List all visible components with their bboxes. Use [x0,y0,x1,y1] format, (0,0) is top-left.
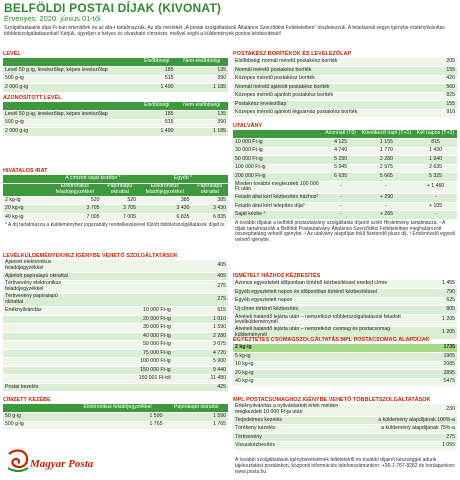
section-heading: AZONOSÍTOTT LEVÉL [3,95,62,101]
table-cell: 6 635 [323,173,359,182]
table-cell: 3 430 [138,205,192,214]
table-cell: 1 590 [173,324,228,333]
table-cell: 155 [412,101,457,110]
table-cell: 500 g-ig [3,75,138,84]
table-row [233,58,457,67]
table-cell: 1 765 [71,421,165,430]
table-cell: 2 kg-ig [3,196,48,205]
table-row [233,181,457,194]
table-cell: 825 [412,92,457,101]
table-cell: 275 [356,433,457,442]
table-row [3,205,228,214]
table-cell: 815 [414,139,457,148]
table-cell: 50 000 Ft-ig [233,156,323,165]
table-cell: Saját kézbe ² [233,211,323,220]
table-row [3,75,228,84]
footnote: A további díjakat a belföldi postautalvány szolgáltatás díjairól szóló Hirdetmény tartalmazza. ¹ A díjak tartalmazzák a Belföldi Postautalvány Általános Szerződési Feltételeiben meghatározott összeghatárig vehető igénybe. ² Az utalvány alapdíján felül fizetendő plusz díj. ³ Értéknövelő egyedi vehető igénybe. [235,219,455,244]
table-row [3,307,228,316]
table-row [233,353,457,362]
table-cell: + 265 [359,211,414,220]
table-cell: + 105 [414,202,457,211]
column-header: Azonnali (T0) [323,130,359,139]
table-cell: 205 [412,58,457,67]
table-row [233,84,457,93]
table-row [233,173,457,182]
table-row [3,119,228,128]
table-row [3,111,228,120]
table-cell: 200 000 Ft-ig [233,173,323,182]
table-row [233,164,457,173]
utalvany-section [233,122,457,245]
table-cell: 9 440 [173,366,228,375]
page-subtitle: Érvényes: 2020. június 01-től [4,14,101,23]
table-cell: Átvételi határidő lejárta után – nemzetközi csomag és postacsomag küldeménynél [233,327,412,340]
table-cell: 20 kg-ig [3,205,48,214]
table-cell: 5 250 [323,156,359,165]
header-row [3,102,228,111]
header-row [3,404,228,413]
table-cell: 185 [138,67,175,76]
table-cell: 1 590 [164,413,228,422]
table-row [3,315,228,324]
table-cell: 1 765 [164,421,228,430]
table-cell: 30 000 Ft-ig [233,147,323,156]
table-cell: 3 705 [48,205,102,214]
table-row [233,344,457,353]
table-cell [71,272,173,281]
table-row [3,281,228,294]
levelk-section [3,252,228,392]
column-header: Nem elsőbbségi [175,58,228,67]
table-cell: 2 000 g-ig [3,84,138,93]
header-row [3,58,228,67]
table-cell: Átvételi határidő lejárta után – nemzetközi többletszolgáltatással feladott levélküldeménynél [233,314,412,327]
table-cell: 150 000 Ft-ig [71,366,173,375]
table-cell: Ajánlott papíralapú okirattal [3,272,71,281]
logo-text: Magyar Posta [30,458,94,470]
group-header: A címzett saját kezébe * [48,175,138,184]
table-cell [71,383,173,392]
table-cell: 425 [173,383,228,392]
table-cell: 1 455 [412,280,457,289]
column-header [3,102,138,111]
table-cell: Közepes méretű ajánlott postakész boríték [233,92,412,101]
table-cell: 1 590 [71,413,165,422]
table-cell [3,366,71,375]
table-cell: Normál méretű postakész boríték [233,67,412,76]
table-cell: Azonos egyeztetett időponban történő kézbesítéssel ereded címre [233,280,412,289]
table-row [3,413,228,422]
table-cell: - [359,202,414,211]
table-cell: 500 g-ig [3,119,138,128]
table-row [3,213,228,222]
table-row [233,139,457,148]
column-header: Nem elsőbbségi [175,102,228,111]
table-row [3,383,228,392]
column-header: Elsőbbségi [138,58,175,67]
table-cell: 10 kg-ig [233,361,412,370]
table-row [233,194,457,203]
level-table [3,58,228,93]
table-cell: 390 [175,75,228,84]
table-cell [3,324,71,333]
table-row [233,109,457,118]
table-cell [3,315,71,324]
utalvany-table [233,130,457,220]
table-cell: Új címre történő kézbesítés [233,306,412,315]
table-cell: 40 kg-ig [233,378,412,387]
table-cell: 4 720 [173,349,228,358]
table-cell: 3 705 [102,205,138,214]
column-header [3,404,71,413]
egyeztes-table [233,344,457,387]
table-cell: Értéknyilvánítás [3,307,71,316]
table-cell: a küldemény alapdíjának 100%-a [356,416,457,425]
boritekok-section [233,50,457,118]
table-cell: - [359,181,414,194]
table-cell: 1965 [412,353,457,362]
table-cell: 3 430 [192,205,229,214]
table-cell [71,294,173,307]
table-row [233,67,457,76]
table-row [3,324,228,333]
column-header [3,58,138,67]
table-cell: Normál méretű ajánlott postakész boríték [233,84,412,93]
table-row [233,280,457,289]
table-cell [3,375,71,384]
section-heading: LEVÉL [3,51,21,57]
table-cell: Postai kezelés [3,383,71,392]
table-row [3,294,228,307]
column-header [233,130,323,139]
column-header: Papíralapú okirattal [164,404,228,413]
table-row [233,361,457,370]
table-cell: - [414,211,457,220]
table-cell: 1735 [412,344,457,353]
table-cell: 1 490 [138,84,175,93]
table-row [3,128,228,137]
table-row [233,289,457,298]
table-cell: 1 155 [359,139,414,148]
table-row [3,341,228,350]
table-cell: 5 kg-ig [233,353,412,362]
table-cell: 275 [173,294,228,307]
hivatalos-table [3,175,228,222]
table-row [233,75,457,84]
table-cell: 625 [412,297,457,306]
table-cell: 5 325 [414,173,457,182]
table-row [3,84,228,93]
table-cell [71,260,173,272]
table-cell: 1 770 [359,147,414,156]
table-cell: 5 665 [359,173,414,182]
table-cell: 7 005 [102,213,138,222]
column-header: Elsőbbségi [138,102,175,111]
table-cell: Értéknyilvánítás a nyilvántartott érték minden megkezdett 10 000 Ft-ja után [233,404,356,416]
table-cell: 230 [356,404,457,416]
table-cell: 6 835 [192,213,229,222]
intro-text: Szolgáltatásaink díjai Ft-ban értendőek és az áfa-t tartalmazzák. Az áfa mértékét „A postai szolgáltatások Általános Szerződési Feltételeiben” részletezzük. A feladásnál vegye igénybe értéknyilvánítás többletszolgáltatásunkat! Kérjük, ügyeljen a helyes és olvasható címzésre, mellyel segíti a küldemények pontos kézbesítését! [4,25,445,37]
table-row [3,421,228,430]
table-cell: + 1 460 [414,181,457,194]
table-row [3,332,228,341]
table-cell: 135 [175,111,228,120]
table-cell: 2 280 [173,332,228,341]
table-cell: 2 975 [359,164,414,173]
table-row [3,375,228,384]
table-row [233,416,457,425]
table-cell: Törékeny kezelés [233,425,356,434]
table-cell: 385 [192,196,229,205]
table-cell: 520 [102,196,138,205]
table-cell: 405 [173,272,228,281]
table-cell: 2085 [412,361,457,370]
table-cell: Minden további megkezdett 100 000 Ft után [233,181,323,194]
table-row [3,260,228,272]
table-cell: 11 480 [173,375,228,384]
section-heading: POSTAKÉSZ BORÍTÉKOK ÉS LEVELEZŐLAP [233,51,352,57]
azonositott-section [3,94,228,137]
table-cell: 805 [412,306,457,315]
table-row [233,297,457,306]
table-cell: 4 125 [323,139,359,148]
table-cell: 20 000 Ft-ig [71,315,173,324]
table-row [233,370,457,379]
table-cell: 150 001 Ft-tól [71,375,173,384]
table-cell: 50 000 Ft-ig [71,341,173,350]
table-cell: 515 [138,119,175,128]
page-title: BELFÖLDI POSTAI DÍJAK (KIVONAT) [4,1,222,15]
table-cell [3,349,71,358]
table-cell: 1 055 [356,442,457,451]
hivatalos-section [3,167,228,230]
column-header: Két napos (T+2) [414,130,457,139]
table-cell: 390 [175,119,228,128]
table-row [233,404,457,416]
table-cell [3,332,71,341]
table-cell: Levél 50 g-ig, levelezőlap, képes levelezőlap [3,111,138,120]
table-cell: 1 185 [175,84,228,93]
section-heading: LEVÉLKÜLDEMÉNYEKHEZ IGÉNYBE VEHETŐ SZOLGÁLTATÁSOK [3,253,178,259]
section-heading: MPL POSTACSOMAGHOZ IGÉNYBE VEHETŐ TÖBBLETSZOLGÁLTATÁSOK [233,397,431,403]
table-cell: 5 900 [173,358,228,367]
table-row [3,67,228,76]
footnote: * A díj tartalmazza a küldeményhez jogszabály rendelkezésével fűzött többletszolgáltatások díjait is. [5,222,226,229]
table-cell: 10 000 Ft-ig [71,307,173,316]
table-cell: Tértivevény [233,433,356,442]
table-cell: Közepes méretű ajánlott légpárnás postakész boríték [233,109,412,118]
table-cell: Tértivevény elektronikus feladójegyzékkel [3,281,71,294]
level-section [3,50,228,93]
table-cell: 185 [138,111,175,120]
table-cell: 2 280 [359,156,414,165]
ismetelt-table [233,280,457,340]
cimzett-section [3,396,228,430]
table-cell: 3 075 [173,341,228,350]
table-cell: 135 [175,67,228,76]
table-row [233,202,457,211]
table-cell: 2 kg-ig [233,344,412,353]
table-cell: 405 [173,260,228,272]
table-cell: 1 205 [412,327,457,340]
table-row [3,366,228,375]
table-cell: 790 [412,289,457,298]
table-cell: Visszakézbesítés [233,442,356,451]
table-row [233,314,457,327]
table-cell: - [323,211,359,220]
table-row [233,378,457,387]
table-cell: 5475 [412,378,457,387]
table-cell: 275 [173,281,228,294]
table-cell: 50 g-ig [3,413,71,422]
section-heading: HIVATALOS IRAT [3,168,48,174]
table-row [233,156,457,165]
table-row [233,442,457,451]
levelk-table [3,260,228,392]
column-header: Következő napi (T+1) [359,130,414,139]
table-cell: 5 945 [323,164,359,173]
table-row [233,92,457,101]
magyar-posta-logo [6,448,96,476]
table-cell: 2895 [412,370,457,379]
table-cell: 100 000 Ft-ig [233,164,323,173]
section-heading: CÍMZETT KEZÉBE [3,397,51,403]
table-cell: 6 835 [138,213,192,222]
section-heading: EGYEZTETES CSOMAGSZOLGÁLTATÁS MPL POSTACSOMAG ALAPDÍJAK [233,337,430,343]
azonositott-table [3,102,228,137]
header-row [233,130,457,139]
table-cell: Terjedelmes kezelés [233,416,356,425]
column-header: Papíralapú okirattal [192,184,229,197]
table-cell: Tértivevény papíralapú okirattal [3,294,71,307]
table-cell: 30 000 Ft-ig [71,324,173,333]
table-cell: Ajánlott elektronikus feladójegyzékkel [3,260,71,272]
table-cell: 10 000 Ft-ig [233,139,323,148]
table-cell: 500 g-ig [3,421,71,430]
table-cell [3,358,71,367]
footer-text: A további szolgáltatások igénybevételének feltételeiről és további díjairól készséggel adunk tájékoztatást postáinkon, központi információs telefonszámunkon: +36-1-767-8282 és honlapunkon: www.posta.hu [235,457,456,475]
table-cell: 155 [412,67,457,76]
table-cell: 2 635 [414,164,457,173]
section-heading: ISMÉTELT HÁZHOZ KÉZBESÍTÉS [233,273,321,279]
table-cell: Feladó által kért telepítés díja³ [233,202,323,211]
ismetelt-section [233,272,457,340]
table-cell: 1 010 [173,315,228,324]
table-cell: Közepes méretű postakész boríték [233,75,412,84]
table-row [3,196,228,205]
table-cell: - [414,194,457,203]
table-cell: Elsőbbségi normál méretű postakész boríték [233,58,412,67]
table-row [233,306,457,315]
table-cell: 40 kg-ig [3,213,48,222]
table-cell: + 290 [359,194,414,203]
table-cell: Postakész levelezőlap [233,101,412,110]
table-cell: a küldemény alapdíjának 75%-a [356,425,457,434]
table-cell: 420 [412,75,457,84]
table-cell: Egyéb egyeztetett napon és időpontban történő kézbesítéssel [233,289,412,298]
table-cell: 7 005 [48,213,102,222]
column-header: Elektronikus feladójegyzékkel [71,404,165,413]
table-cell: Feladó által kért kézbesítés házhoz² [233,194,323,203]
table-cell: 520 [48,196,102,205]
table-cell: 100 000 Ft-ig [71,358,173,367]
table-cell: 910 [412,109,457,118]
column-header: Elektronikus feladójegyzékkel [138,184,192,197]
table-cell: 615 [173,307,228,316]
table-cell: Egyéb egyeztetett napon [233,297,412,306]
table-row [233,101,457,110]
group-header: Egyéb * [138,175,228,184]
table-cell: - [323,181,359,194]
table-row [233,147,457,156]
mpl-table [233,404,457,451]
table-row [233,433,457,442]
table-cell: 560 [412,84,457,93]
table-cell: Levél 50 g-ig, levelezőlap, képes levelezőlap [3,67,138,76]
column-header: Elektronikus feladójegyzékkel [48,184,102,197]
table-cell: - [323,202,359,211]
column-header: Papíralapú okirattal [102,184,138,197]
table-cell: 1 430 [414,147,457,156]
table-row [233,211,457,220]
table-cell: 1 940 [414,156,457,165]
table-cell [3,341,71,350]
table-cell: 1 185 [175,128,228,137]
table-cell: - [323,194,359,203]
table-row [233,425,457,434]
table-cell: 515 [138,75,175,84]
table-cell [71,281,173,294]
table-row [3,358,228,367]
table-cell: 1 490 [138,128,175,137]
egyeztes-section [233,336,457,387]
boritekok-table [233,58,457,118]
posthorn-icon [6,448,30,476]
table-cell: 20 kg-ig [233,370,412,379]
table-cell: 1 205 [412,314,457,327]
table-cell: 40 000 Ft-ig [71,332,173,341]
table-cell: 75 000 Ft-ig [71,349,173,358]
table-row [3,349,228,358]
cimzett-table [3,404,228,430]
mpl-section [233,396,457,451]
section-heading: UTALVÁNY [233,123,263,129]
table-cell: 385 [138,196,192,205]
table-cell: 4 740 [323,147,359,156]
table-cell: 2 000 g-ig [3,128,138,137]
